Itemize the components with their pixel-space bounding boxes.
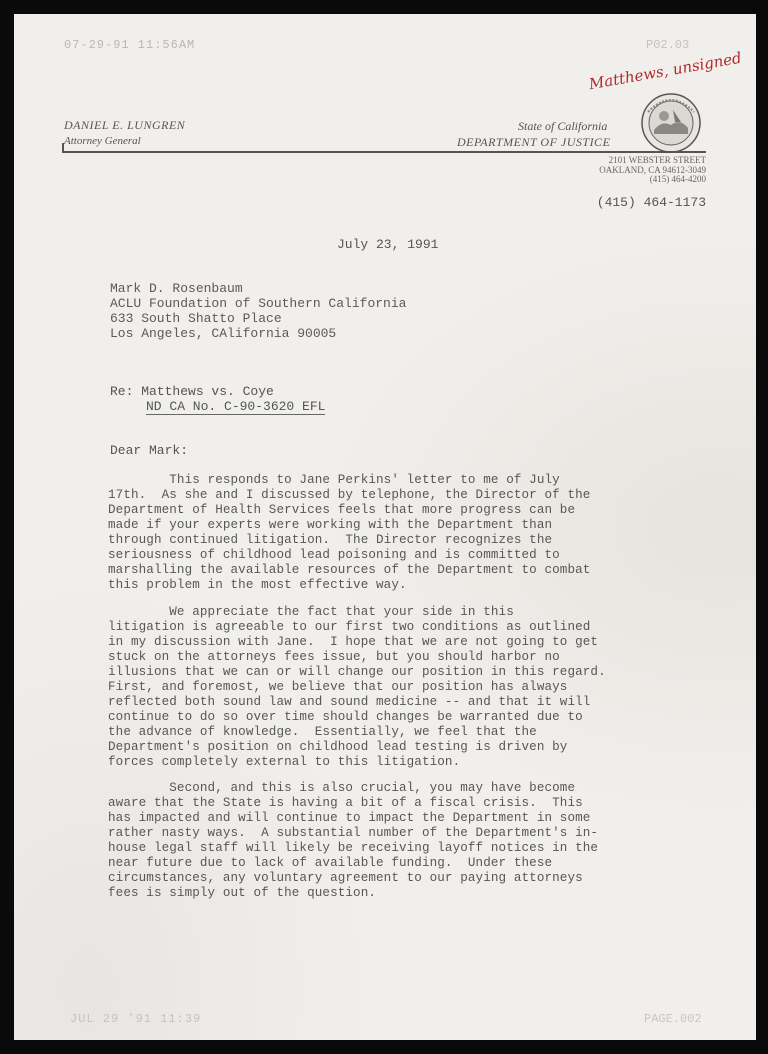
paragraph-line: reflected both sound law and sound medicine -- and that it will xyxy=(108,695,591,709)
fax-header-top-right: P02.03 xyxy=(646,38,690,52)
paragraph-line: house legal staff will likely be receiving layoff notices in the xyxy=(108,841,599,855)
paragraph-line: This responds to Jane Perkins' letter to me of July xyxy=(108,473,560,487)
paragraph-line: has impacted and will continue to impact the Department in some xyxy=(108,811,591,825)
fax-header-top-left: 07-29-91 11:56AM xyxy=(64,38,196,52)
paragraph-line: this problem in the most effective way. xyxy=(108,578,407,592)
paragraph-line: circumstances, any voluntary agreement to our paying attorneys xyxy=(108,871,583,885)
paragraph-line: continue to do so over time should changes be warranted due to xyxy=(108,710,583,724)
attorney-general-name: DANIEL E. LUNGREN xyxy=(64,118,186,132)
paragraph-line: near future due to lack of available funding. Under these xyxy=(108,856,553,870)
paragraph-line: 17th. As she and I discussed by telephone, the Director of the xyxy=(108,488,591,502)
letterhead-rule xyxy=(62,151,706,153)
paragraph-1 xyxy=(108,473,590,593)
re-case-number: ND CA No. C-90-3620 EFL xyxy=(146,399,326,414)
paragraph-line: through continued litigation. The Director recognizes the xyxy=(108,533,553,547)
inside-address-line: Los Angeles, CAlifornia 90005 xyxy=(110,326,337,341)
inside-address xyxy=(110,281,406,341)
paragraph-2 xyxy=(108,605,606,770)
paragraph-line: Department's position on childhood lead testing is driven by xyxy=(108,740,568,754)
handwritten-note: Matthews, unsigned xyxy=(587,48,743,94)
inside-address-line: ACLU Foundation of Southern California xyxy=(110,296,407,311)
fax-footer-bottom-right: PAGE.002 xyxy=(644,1012,702,1026)
inside-address-line: 633 South Shatto Place xyxy=(110,311,282,326)
fax-footer-bottom-left: JUL 29 '91 11:39 xyxy=(70,1012,202,1026)
address-line: 2101 WEBSTER STREET xyxy=(608,155,706,165)
paragraph-line: stuck on the attorneys fees issue, but you should harbor no xyxy=(108,650,560,664)
letter-date: July 23, 1991 xyxy=(337,237,439,252)
paragraph-line: the advance of knowledge. Essentially, we feel that the xyxy=(108,725,537,739)
paragraph-line: We appreciate the fact that your side in this xyxy=(108,605,514,619)
paragraph-line: Second, and this is also crucial, you may have become xyxy=(108,781,576,795)
state-name: State of California xyxy=(518,119,608,133)
paragraph-line: litigation is agreeable to our first two conditions as outlined xyxy=(108,620,591,634)
inside-address-line: Mark D. Rosenbaum xyxy=(110,281,243,296)
paragraph-line: in my discussion with Jane. I hope that we are not going to get xyxy=(108,635,599,649)
paragraph-line: aware that the State is having a bit of a fiscal crisis. This xyxy=(108,796,583,810)
letter-page xyxy=(14,14,756,1040)
address-line: (415) 464-4200 xyxy=(649,174,706,184)
salutation: Dear Mark: xyxy=(110,443,189,458)
paragraph-line: rather nasty ways. A substantial number of the Department's in- xyxy=(108,826,599,840)
paragraph-line: Department of Health Services feels that more progress can be xyxy=(108,503,576,517)
address-line: OAKLAND, CA 94612-3049 xyxy=(599,164,706,175)
paragraph-line: marshalling the available resources of the Department to combat xyxy=(108,563,591,577)
paragraph-3 xyxy=(108,781,598,901)
state-seal-icon xyxy=(640,92,702,154)
paragraph-line: made if your experts were working with the Department than xyxy=(108,518,553,532)
department-name: DEPARTMENT OF JUSTICE xyxy=(457,135,611,149)
paragraph-line: seriousness of childhood lead poisoning and is committed to xyxy=(108,548,560,562)
department-address xyxy=(599,156,706,185)
re-line: Re: Matthews vs. Coye xyxy=(110,384,274,399)
paragraph-line: First, and foremost, we believe that our position has always xyxy=(108,680,568,694)
paragraph-line: fees is simply out of the question. xyxy=(108,886,377,900)
paragraph-line: illusions that we can or will change our position in this regard. xyxy=(108,665,606,679)
attorney-general-title: Attorney General xyxy=(64,135,141,147)
direct-phone: (415) 464-1173 xyxy=(596,195,706,210)
re-block xyxy=(110,384,325,415)
paragraph-line: forces completely external to this litigation. xyxy=(108,755,461,769)
